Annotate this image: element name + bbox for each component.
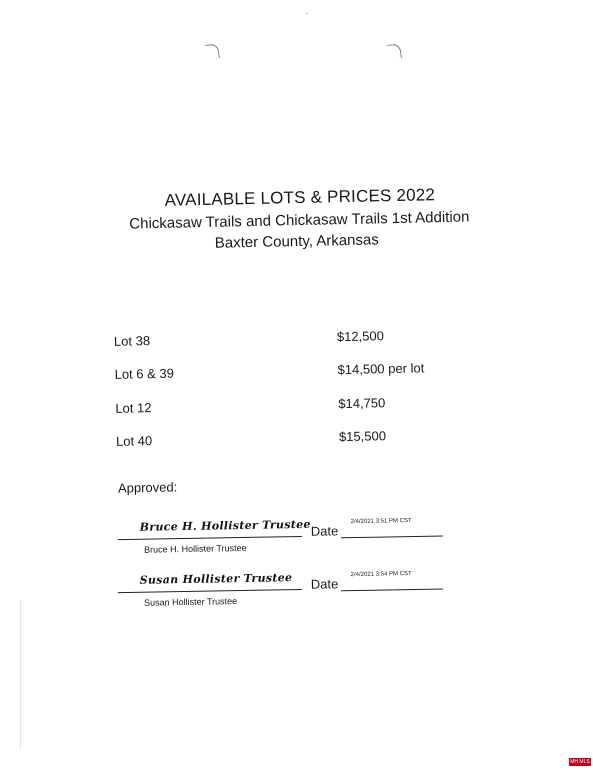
date-line xyxy=(341,536,443,539)
approved-label: Approved: xyxy=(117,479,178,496)
handwritten-signature: Susan Hollister Trustee xyxy=(139,571,293,587)
lot-name: Lot 12 xyxy=(115,400,152,416)
signature-line xyxy=(118,536,302,540)
signer-printed-name: Susan Hollister Trustee xyxy=(144,596,238,608)
signature-line xyxy=(118,589,302,593)
date-stamp: 2/4/2021 3:51 PM CST xyxy=(350,518,412,526)
signer-printed-name: Bruce H. Hollister Trustee xyxy=(144,542,247,555)
document-county: Baxter County, Arkansas xyxy=(214,231,379,252)
lot-name: Lot 6 & 39 xyxy=(114,365,175,382)
lot-row xyxy=(114,360,444,387)
lot-name: Lot 40 xyxy=(115,433,153,449)
date-stamp: 2/4/2021 3:54 PM CST xyxy=(350,571,412,579)
document-subtitle: Chickasaw Trails and Chickasaw Trails 1st Addition xyxy=(129,208,470,233)
document-title: AVAILABLE LOTS & PRICES 2022 xyxy=(164,185,436,210)
lot-price: $15,500 xyxy=(338,428,387,445)
lot-price: $14,500 per lot xyxy=(337,360,425,378)
date-label: Date xyxy=(310,576,339,592)
handwritten-signature: Bruce H. Hollister Trustee xyxy=(139,517,311,534)
lot-row xyxy=(116,427,446,454)
date-line xyxy=(341,589,443,592)
date-label: Date xyxy=(310,523,339,539)
lot-name: Lot 38 xyxy=(113,333,151,349)
lot-price: $12,500 xyxy=(336,328,385,345)
lot-price: $14,750 xyxy=(338,395,386,412)
mls-badge: MH MLS xyxy=(570,759,590,765)
signature-block-susan xyxy=(0,566,593,626)
lot-row xyxy=(114,327,444,354)
lot-row xyxy=(115,394,445,421)
signature-block-bruce xyxy=(0,513,593,573)
